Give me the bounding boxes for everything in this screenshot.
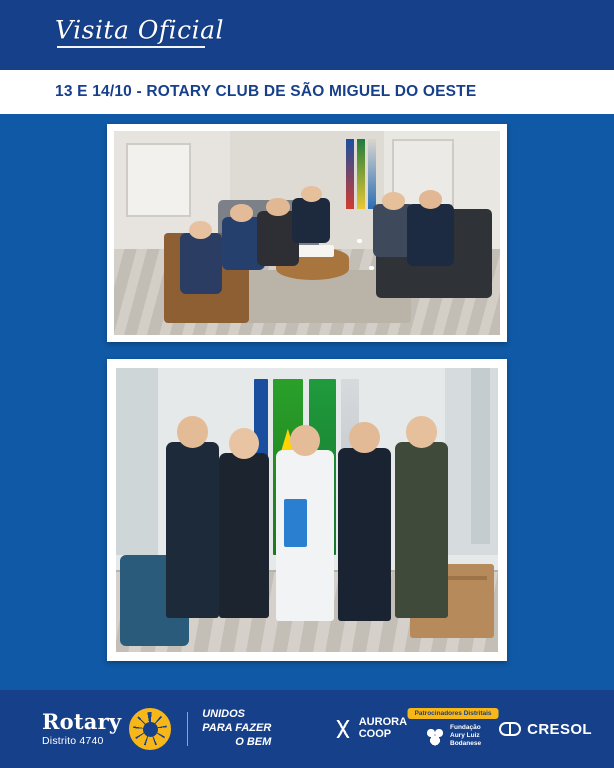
meeting-room-photo — [107, 124, 507, 342]
slogan — [202, 708, 271, 749]
aurora-mountain-icon — [332, 720, 354, 738]
meeting-room-photo-image — [114, 131, 500, 335]
top-band — [0, 0, 614, 70]
sponsor-fundacao-wrapper — [414, 709, 492, 748]
rotary-logo — [42, 708, 171, 750]
group-photo — [107, 359, 507, 661]
group-photo-image — [116, 368, 498, 652]
script-title: Visita Oficial — [55, 15, 224, 45]
aurora-line-2: COOP — [358, 728, 392, 740]
fundacao-line-2: Aury Luiz — [450, 731, 480, 739]
sponsors-area — [332, 710, 592, 748]
aurora-line-1: AURORA — [358, 716, 408, 729]
cresol-infinity-icon — [499, 722, 521, 736]
rotary-name: Rotary — [42, 709, 122, 735]
slogan-line-1: UNIDOS — [202, 708, 246, 721]
script-title-underline — [57, 46, 205, 48]
sponsor-aurora — [332, 717, 407, 740]
rotary-district: Distrito 4740 — [42, 735, 104, 748]
fundacao-line-3: Bodanese — [450, 740, 482, 748]
headline-text: 13 E 14/10 - ROTARY CLUB DE SÃO MIGUEL DO OESTE — [55, 83, 477, 100]
headline-bar — [0, 70, 614, 114]
cresol-label: CRESOL — [527, 720, 592, 738]
fundacao-people-icon — [425, 726, 445, 746]
slogan-line-2: PARA FAZER — [202, 722, 272, 735]
rotary-wheel-icon — [129, 708, 171, 750]
slogan-line-3: O BEM — [235, 735, 272, 748]
fundacao-line-1: Fundação — [450, 723, 481, 731]
footer — [0, 690, 614, 768]
footer-divider — [187, 712, 188, 746]
sponsor-fundacao — [425, 724, 481, 748]
content-area — [0, 114, 614, 768]
sponsor-cresol — [499, 721, 592, 738]
sponsors-badge: Patrocinadores Distritais — [408, 708, 499, 719]
